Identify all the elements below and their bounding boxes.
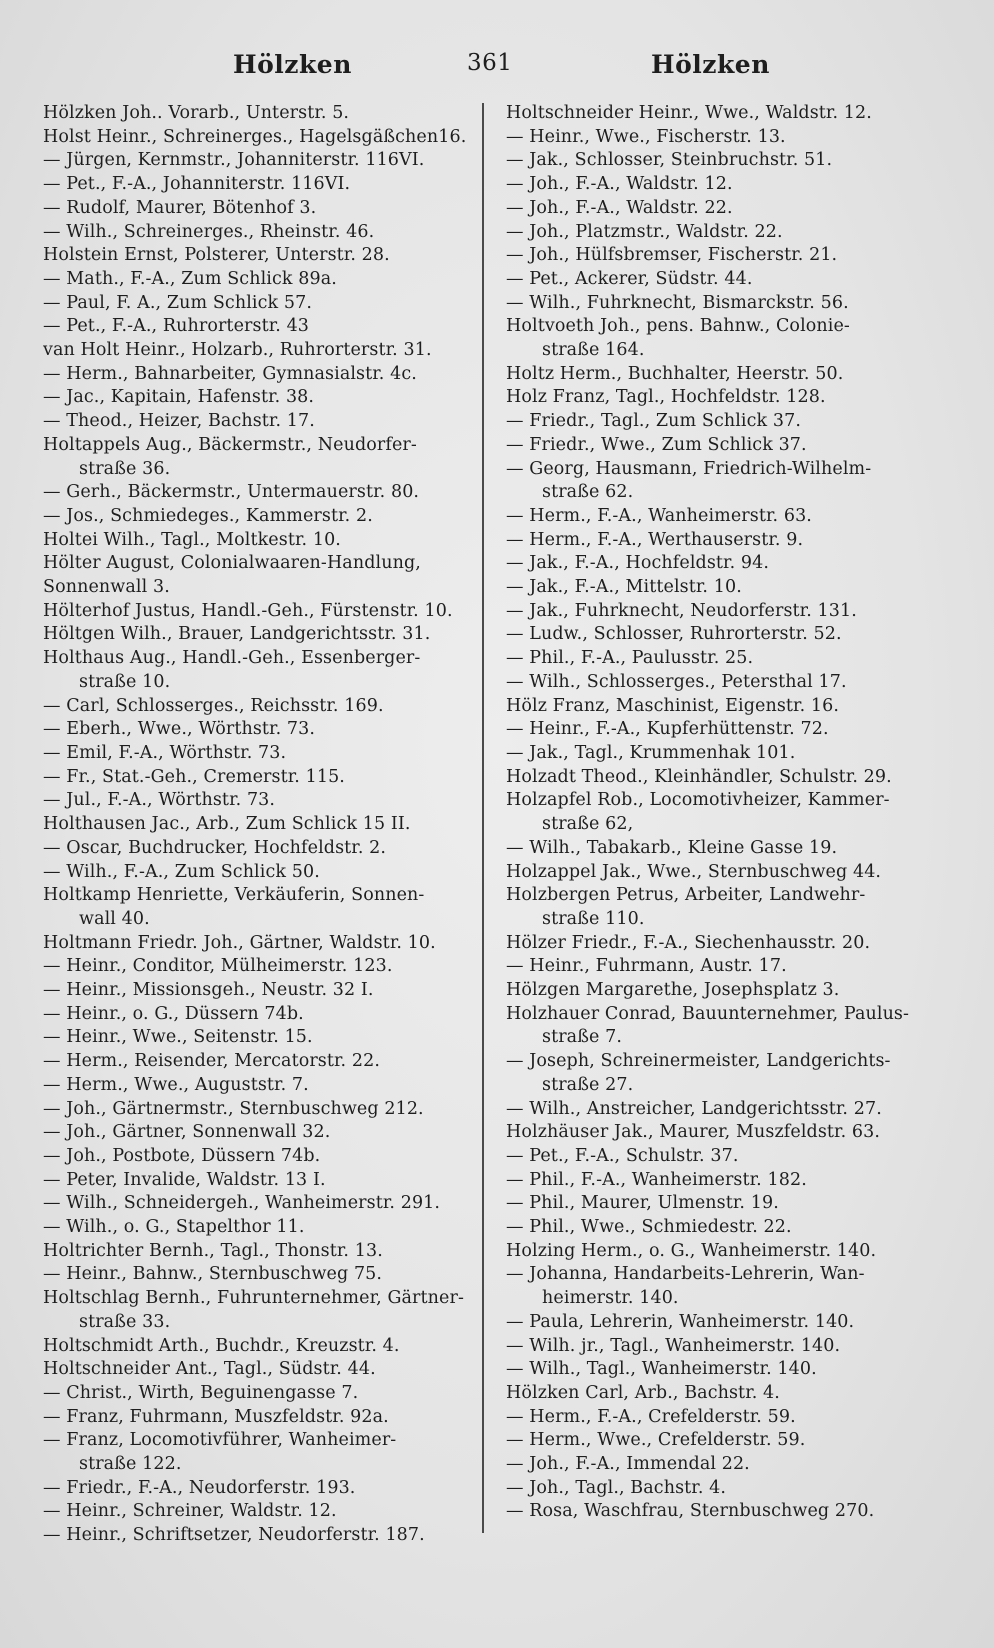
directory-entry: — Joh., Hülfsbremser, Fischerstr. 21. <box>506 245 838 266</box>
directory-entry: — Heinr., Bahnw., Sternbuschweg 75. <box>43 1264 383 1285</box>
directory-entry: — Wilh., Tabakarb., Kleine Gasse 19. <box>506 837 838 858</box>
directory-entry: — Franz, Locomotivführer, Wanheimer- <box>43 1430 397 1451</box>
directory-entry: — Pet., Ackerer, Südstr. 44. <box>506 268 753 289</box>
directory-entry: Sonnenwall 3. <box>43 577 170 598</box>
directory-entry: — Phil., Wwe., Schmiedestr. 22. <box>506 1217 792 1238</box>
directory-entry: Hölzken Joh.. Vorarb., Unterstr. 5. <box>43 103 350 123</box>
directory-entry: — Herm., F.-A., Crefelderstr. 59. <box>506 1406 796 1427</box>
directory-entry: — Pet., F.-A., Schulstr. 37. <box>506 1145 739 1166</box>
directory-entry: Hölter August, Colonialwaaren-Handlung, <box>43 553 421 574</box>
directory-entry: — Heinr., Fuhrmann, Austr. 17. <box>506 956 787 977</box>
directory-entry: — Jak., Fuhrknecht, Neudorferstr. 131. <box>506 600 857 621</box>
directory-entry: Holtmann Friedr. Joh., Gärtner, Waldstr. 10. <box>43 932 436 953</box>
directory-entry: — Johanna, Handarbeits-Lehrerin, Wan- <box>506 1264 865 1285</box>
directory-entry: — Ludw., Schlosser, Ruhrorterstr. 52. <box>506 624 842 645</box>
directory-entry: — Jac., Kapitain, Hafenstr. 38. <box>43 387 315 408</box>
directory-entry: — Georg, Hausmann, Friedrich-Wilhelm- <box>506 458 872 479</box>
directory-entry: Holzappel Jak., Wwe., Sternbuschweg 44. <box>506 861 882 882</box>
directory-entry: — Phil., F.-A., Wanheimerstr. 182. <box>506 1169 807 1190</box>
directory-entry: Holtschmidt Arth., Buchdr., Kreuzstr. 4. <box>43 1335 400 1356</box>
directory-entry: Holtschneider Heinr., Wwe., Waldstr. 12. <box>506 103 872 123</box>
directory-entry: — Joh., F.-A., Waldstr. 22. <box>506 197 733 218</box>
directory-entry: — Joseph, Schreinermeister, Landgerichts- <box>506 1051 891 1072</box>
directory-entry: — Friedr., Wwe., Zum Schlick 37. <box>506 434 807 455</box>
directory-entry: Holtrichter Bernh., Tagl., Thonstr. 13. <box>43 1240 383 1261</box>
directory-entry: — Wilh., Tagl., Wanheimerstr. 140. <box>506 1359 817 1380</box>
directory-entry: Holzadt Theod., Kleinhändler, Schulstr. 29. <box>506 766 892 787</box>
directory-entry: — Herm., Wwe., Crefelderstr. 59. <box>506 1430 806 1451</box>
directory-entry: — Eberh., Wwe., Wörthstr. 73. <box>43 719 316 740</box>
directory-entry: Holtei Wilh., Tagl., Moltkestr. 10. <box>43 529 341 550</box>
directory-entry: — Wilh., Fuhrknecht, Bismarckstr. 56. <box>506 292 849 313</box>
directory-entry: — Paul, F. A., Zum Schlick 57. <box>43 292 312 313</box>
directory-entry: — Heinr., Schriftsetzer, Neudorferstr. 187. <box>43 1525 425 1546</box>
directory-entry: — Herm., Bahnarbeiter, Gymnasialstr. 4c. <box>43 363 417 384</box>
entry-continuation: straße 122. <box>79 1454 182 1475</box>
directory-entry: — Pet., F.-A., Ruhrorterstr. 43 <box>43 316 310 337</box>
directory-entry: — Wilh., Schneidergeh., Wanheimerstr. 291. <box>43 1193 441 1214</box>
directory-entry: — Joh., Postbote, Düssern 74b. <box>43 1145 321 1166</box>
directory-entry: Holtschlag Bernh., Fuhrunternehmer, Gärtner- <box>43 1288 464 1309</box>
directory-entry: — Pet., F.-A., Johanniterstr. 116VI. <box>43 174 351 195</box>
directory-entry: — Herm., F.-A., Wanheimerstr. 63. <box>506 505 812 526</box>
directory-entry: Holzhauer Conrad, Bauunternehmer, Paulus- <box>506 1003 910 1024</box>
directory-entry: Holzbergen Petrus, Arbeiter, Landwehr- <box>506 885 866 906</box>
directory-entry: — Theod., Heizer, Bachstr. 17. <box>43 411 315 432</box>
running-head-right: Hölzken <box>651 50 770 79</box>
entry-continuation: straße 164. <box>542 340 645 361</box>
directory-entry: — Herm., F.-A., Werthauserstr. 9. <box>506 529 804 550</box>
directory-entry: — Emil, F.-A., Wörthstr. 73. <box>43 742 287 763</box>
directory-entry: — Herm., Reisender, Mercatorstr. 22. <box>43 1051 381 1072</box>
directory-entry: Holzapfel Rob., Locomotivheizer, Kammer- <box>506 790 890 811</box>
directory-entry: Holst Heinr., Schreinerges., Hagelsgäßchen16. <box>43 126 467 147</box>
directory-entry: — Joh., Gärtner, Sonnenwall 32. <box>43 1122 331 1143</box>
entry-continuation: heimerstr. 140. <box>542 1288 679 1309</box>
directory-entry: — Jak., F.-A., Mittelstr. 10. <box>506 577 742 598</box>
directory-entry: Höltgen Wilh., Brauer, Landgerichtsstr. 31. <box>43 624 431 645</box>
entry-continuation: straße 36. <box>79 458 171 479</box>
directory-entry: — Wilh., Schlosserges., Petersthal 17. <box>506 671 847 692</box>
directory-entry: — Wilh. jr., Tagl., Wanheimerstr. 140. <box>506 1335 841 1356</box>
directory-entry: Holtschneider Ant., Tagl., Südstr. 44. <box>43 1359 376 1380</box>
directory-entry: Holstein Ernst, Polsterer, Unterstr. 28. <box>43 245 390 266</box>
directory-entry: — Joh., Gärtnermstr., Sternbuschweg 212. <box>43 1098 424 1119</box>
directory-entry: Holz Franz, Tagl., Hochfeldstr. 128. <box>506 387 826 408</box>
directory-entry: — Heinr., Missionsgeh., Neustr. 32 I. <box>43 980 374 1001</box>
directory-entry: — Peter, Invalide, Waldstr. 13 I. <box>43 1169 326 1190</box>
entry-continuation: straße 10. <box>79 671 171 692</box>
directory-entry: Hölzgen Margarethe, Josephsplatz 3. <box>506 980 840 1001</box>
directory-entry: Holthausen Jac., Arb., Zum Schlick 15 II. <box>43 814 411 835</box>
directory-entry: Holtvoeth Joh., pens. Bahnw., Colonie- <box>506 316 850 337</box>
left-column <box>43 102 475 1548</box>
directory-entry: — Gerh., Bäckermstr., Untermauerstr. 80. <box>43 482 420 503</box>
directory-entry: — Oscar, Buchdrucker, Hochfeldstr. 2. <box>43 837 387 858</box>
entry-continuation: wall 40. <box>79 908 150 929</box>
entry-continuation: straße 62. <box>542 482 634 503</box>
entry-continuation: straße 27. <box>542 1074 634 1095</box>
directory-entry: — Franz, Fuhrmann, Muszfeldstr. 92a. <box>43 1406 389 1427</box>
directory-entry: — Joh., F.-A., Waldstr. 12. <box>506 174 733 195</box>
directory-entry: Hölzken Carl, Arb., Bachstr. 4. <box>506 1382 780 1403</box>
directory-entry: — Heinr., F.-A., Kupferhüttenstr. 72. <box>506 719 829 740</box>
directory-entry: — Jak., Schlosser, Steinbruchstr. 51. <box>506 150 833 171</box>
directory-entry: Holtz Herm., Buchhalter, Heerstr. 50. <box>506 363 844 384</box>
entry-continuation: straße 62, <box>542 814 634 835</box>
directory-entry: — Paula, Lehrerin, Wanheimerstr. 140. <box>506 1311 855 1332</box>
directory-entry: — Jos., Schmiedeges., Kammerstr. 2. <box>43 505 373 526</box>
directory-entry: — Jul., F.-A., Wörthstr. 73. <box>43 790 276 811</box>
directory-entry: Hölterhof Justus, Handl.-Geh., Fürstenstr. 10. <box>43 600 453 621</box>
directory-entry: Hölz Franz, Maschinist, Eigenstr. 16. <box>506 695 840 716</box>
directory-entry: — Carl, Schlosserges., Reichsstr. 169. <box>43 695 384 716</box>
directory-entry: — Heinr., Conditor, Mülheimerstr. 123. <box>43 956 393 977</box>
directory-entry: — Jak., Tagl., Krummenhak 101. <box>506 742 796 763</box>
right-column <box>506 102 928 1524</box>
directory-entry: — Rosa, Waschfrau, Sternbuschweg 270. <box>506 1501 875 1522</box>
entry-continuation: straße 33. <box>79 1311 171 1332</box>
page-number: 361 <box>467 50 513 76</box>
directory-entry: Holzhäuser Jak., Maurer, Muszfeldstr. 63. <box>506 1122 881 1143</box>
directory-entry: Holtkamp Henriette, Verkäuferin, Sonnen- <box>43 885 425 906</box>
directory-entry: — Rudolf, Maurer, Bötenhof 3. <box>43 197 317 218</box>
directory-entry: — Heinr., Wwe., Fischerstr. 13. <box>506 126 786 147</box>
directory-entry: — Joh., Platzmstr., Waldstr. 22. <box>506 221 783 242</box>
running-head-left: Hölzken <box>233 50 352 79</box>
directory-entry: — Heinr., Schreiner, Waldstr. 12. <box>43 1501 337 1522</box>
directory-entry: — Wilh., o. G., Stapelthor 11. <box>43 1217 305 1238</box>
column-divider <box>482 103 484 1533</box>
directory-entry: Holzing Herm., o. G., Wanheimerstr. 140. <box>506 1240 877 1261</box>
directory-entry: Hölzer Friedr., F.-A., Siechenhausstr. 20. <box>506 932 871 953</box>
entry-continuation: straße 110. <box>542 908 645 929</box>
directory-entry: — Joh., Tagl., Bachstr. 4. <box>506 1477 727 1498</box>
directory-entry: — Herm., Wwe., Auguststr. 7. <box>43 1074 309 1095</box>
directory-entry: — Heinr., Wwe., Seitenstr. 15. <box>43 1027 313 1048</box>
directory-entry: Holtappels Aug., Bäckermstr., Neudorfer- <box>43 434 417 455</box>
directory-entry: — Phil., F.-A., Paulusstr. 25. <box>506 648 754 669</box>
directory-entry: — Christ., Wirth, Beguinengasse 7. <box>43 1382 359 1403</box>
directory-entry: — Phil., Maurer, Ulmenstr. 19. <box>506 1193 779 1214</box>
directory-entry: — Wilh., Anstreicher, Landgerichtsstr. 27. <box>506 1098 882 1119</box>
directory-entry: — Jürgen, Kernmstr., Johanniterstr. 116VI. <box>43 150 425 171</box>
entry-continuation: straße 7. <box>542 1027 623 1048</box>
directory-entry: — Friedr., F.-A., Neudorferstr. 193. <box>43 1477 356 1498</box>
directory-entry: — Jak., F.-A., Hochfeldstr. 94. <box>506 553 770 574</box>
directory-entry: van Holt Heinr., Holzarb., Ruhrorterstr. 31. <box>43 340 432 361</box>
directory-entry: — Joh., F.-A., Immendal 22. <box>506 1454 750 1475</box>
directory-entry: — Wilh., F.-A., Zum Schlick 50. <box>43 861 320 882</box>
directory-entry: — Friedr., Tagl., Zum Schlick 37. <box>506 411 802 432</box>
directory-entry: Holthaus Aug., Handl.-Geh., Essenberger- <box>43 648 421 669</box>
directory-entry: — Math., F.-A., Zum Schlick 89a. <box>43 268 337 289</box>
directory-entry: — Fr., Stat.-Geh., Cremerstr. 115. <box>43 766 345 787</box>
directory-entry: — Wilh., Schreinerges., Rheinstr. 46. <box>43 221 375 242</box>
directory-entry: — Heinr., o. G., Düssern 74b. <box>43 1003 304 1024</box>
